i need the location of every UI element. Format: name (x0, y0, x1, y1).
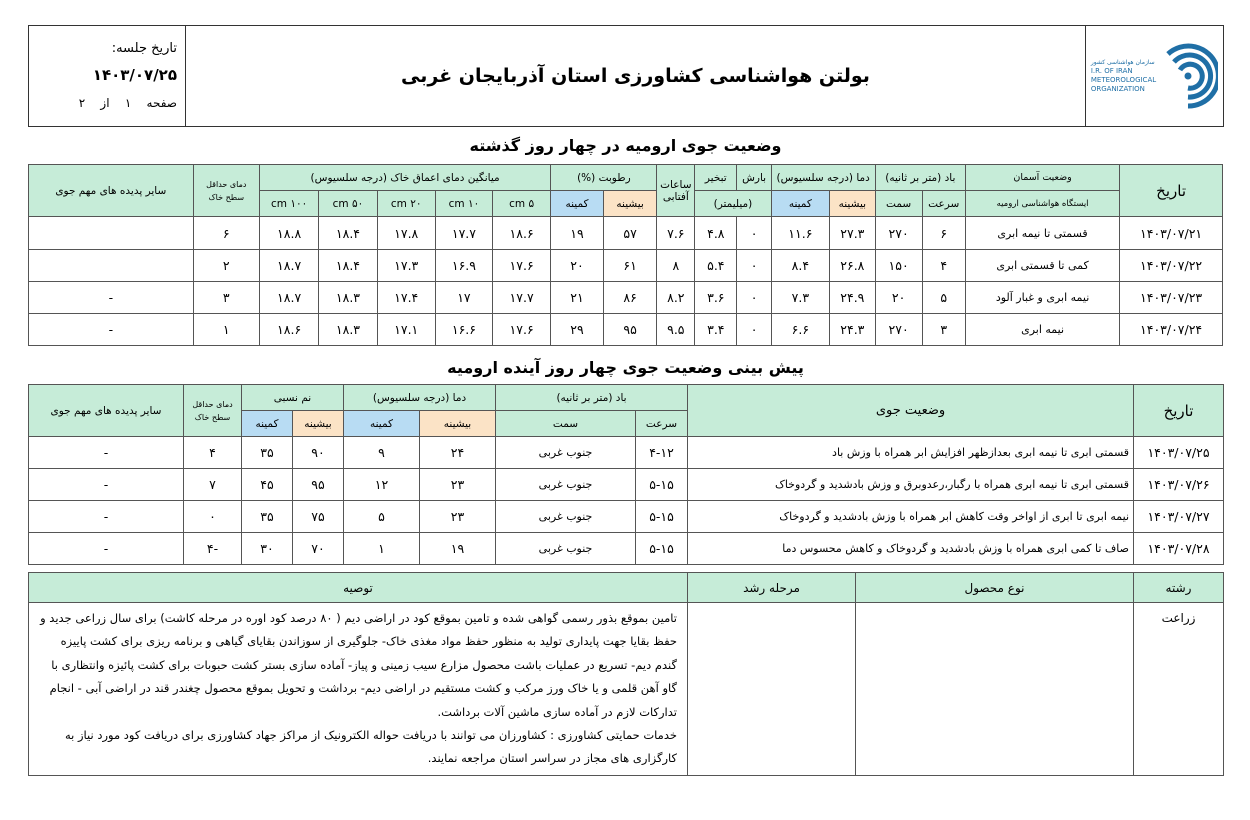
page-of: از (100, 96, 110, 110)
forecast-col-humidity: نم نسبی (242, 385, 344, 411)
advice-text-main: تامین بموقع بذور رسمی گواهی شده و تامین بموقع کود در اراضی دیم ( ۸۰ درصد کود اوره در مرحله کاشت) برای سال زراعی جدید و حفظ بقایا جهت پایداری تولید به منظور حفظ مواد مغذی خاک- جلوگیری از سوزاندن بقایای گیاهی و برنامه ریزی برای کشت پاییزه گندم دیم- تسریع در عملیات باشت محصول مزارع سیب زمینی و پیاز- آماده سازی بستر کشت حبوبات برای کشت پائیزه وانتظاری با گاو آهن قلمی و یا خاک ورز مرکب و کشت مستقیم در اراضی دیم- برداشت و تحویل بموقع محصول چغندر قند در اراضی آبی - انجام تدارکات لازم در آماده سازی ماشین آلات برداشت. (40, 611, 677, 719)
table-row: ۱۴۰۳/۰۷/۲۳ نیمه ابری و غبار آلود ۵ ۲۰ ۲۴.۹ ۷.۳ ۰ ۳.۶ ۸.۲ ۸۶ ۲۱ ۱۷.۷ ۱۷ ۱۷.۴ ۱۸.۳ ۱۸.۷ ۳ - (29, 282, 1223, 314)
forecast-col-temp: دما (درجه سلسیوس) (344, 385, 496, 411)
forecast-col-date: تاریخ (1134, 385, 1224, 437)
past-col-mm: (میلیمتر) (695, 191, 772, 217)
past-col-depth-20: ۲۰ cm (377, 191, 435, 217)
past-col-soil: میانگین دمای اعماق خاک (درجه سلسیوس) (259, 165, 550, 191)
table-row: ۱۴۰۳/۰۷/۲۷ نیمه ابری تا ابری از اواخر وقت کاهش ابر همراه با وزش بادشدید و گردوخاک ۵-۱۵ جنوب غربی ۲۳ ۵ ۷۵ ۳۵ ۰ - (29, 501, 1224, 533)
advice-col-recommendation: توصیه (29, 573, 688, 603)
past-col-other: سایر پدیده های مهم جوی (29, 165, 194, 217)
past-col-sun: ساعات آفتابی (657, 165, 695, 217)
bulletin-title: بولتن هواشناسی کشاورزی استان آذربایجان غربی (186, 26, 1086, 127)
past-col-direction: سمت (875, 191, 922, 217)
header-table (28, 25, 1224, 127)
advice-recommendation (29, 603, 688, 776)
advice-col-product: نوع محصول (856, 573, 1134, 603)
advice-col-branch: رشته (1134, 573, 1224, 603)
logo-text-fa: سازمان هواشناسی کشور (1090, 59, 1155, 66)
table-row: ۱۴۰۳/۰۷/۲۵ قسمتی ابری تا نیمه ابری بعدازظهر افزایش ابر همراه با وزش باد ۴-۱۲ جنوب غربی ۲۴ ۹ ۹۰ ۳۵ ۴ - (29, 437, 1224, 469)
past-col-humidity: رطوبت (%) (551, 165, 657, 191)
advice-text-support: خدمات حمایتی کشاورزی : کشاورزان می توانند با دریافت حواله الکترونیک از مراکز جهاد کشاورزی برای دریافت کود مورد نیاز به کارگزاری های مجاز در سراسر استان مراجعه نمایند. (64, 728, 677, 766)
past-weather-title: وضعیت جوی ارومیه در چهار روز گذشته (469, 136, 782, 155)
forecast-col-tmax: بیشینه (420, 411, 496, 437)
session-date: ۱۴۰۳/۰۷/۲۵ (92, 66, 177, 84)
session-label: تاریخ جلسه: (111, 41, 177, 56)
forecast-col-direction: سمت (496, 411, 636, 437)
session-info (29, 26, 186, 127)
forecast-col-soil-min: دمای حداقل سطح خاک (184, 385, 242, 437)
forecast-col-tmin: کمینه (344, 411, 420, 437)
forecast-col-other: سایر پدیده های مهم جوی (29, 385, 184, 437)
table-row: ۱۴۰۳/۰۷/۲۲ کمی تا قسمتی ابری ۴ ۱۵۰ ۲۶.۸ ۸.۴ ۰ ۵.۴ ۸ ۶۱ ۲۰ ۱۷.۶ ۱۶.۹ ۱۷.۳ ۱۸.۴ ۱۸.۷ ۲ (29, 250, 1223, 282)
table-row: ۱۴۰۳/۰۷/۲۶ قسمتی ابری تا نیمه ابری همراه با رگبار،رعدوبرق و وزش بادشدید و گردوخاک ۵-۱۵ جنوب غربی ۲۳ ۱۲ ۹۵ ۴۵ ۷ - (29, 469, 1224, 501)
forecast-col-speed: سرعت (636, 411, 688, 437)
forecast-col-hmin: کمینه (242, 411, 293, 437)
past-col-depth-100: ۱۰۰ cm (259, 191, 318, 217)
past-col-wind: باد (متر بر ثانیه) (875, 165, 965, 191)
past-col-soil-min: دمای حداقل سطح خاک (193, 165, 259, 217)
forecast-col-wind: باد (متر بر ثانیه) (496, 385, 688, 411)
past-weather-table (28, 164, 1223, 346)
past-col-evap: تبخیر (695, 165, 737, 191)
past-col-station: ایستگاه هواشناسی ارومیه (965, 191, 1119, 217)
past-col-tmax: بیشینه (830, 191, 876, 217)
forecast-col-weather: وضعیت جوی (688, 385, 1134, 437)
page-total: ۲ (78, 96, 86, 110)
past-col-rain: بارش (737, 165, 771, 191)
forecast-col-hmax: بیشینه (293, 411, 344, 437)
advice-product (856, 603, 1134, 776)
table-row: ۱۴۰۳/۰۷/۲۴ نیمه ابری ۳ ۲۷۰ ۲۴.۳ ۶.۶ ۰ ۳.۴ ۹.۵ ۹۵ ۲۹ ۱۷.۶ ۱۶.۶ ۱۷.۱ ۱۸.۳ ۱۸.۶ ۱ - (29, 314, 1223, 346)
past-col-speed: سرعت (922, 191, 965, 217)
logo-spiral-icon (1158, 40, 1218, 112)
page-label: صفحه (146, 96, 177, 110)
past-col-depth-10: ۱۰ cm (435, 191, 492, 217)
past-col-tmin: کمینه (771, 191, 829, 217)
forecast-table (28, 384, 1224, 565)
advice-col-stage: مرحله رشد (688, 573, 856, 603)
past-col-temp: دما (درجه سلسیوس) (771, 165, 875, 191)
past-col-date: تاریخ (1120, 165, 1223, 217)
advice-branch: زراعت (1134, 603, 1224, 776)
logo-text-3: ORGANIZATION (1090, 85, 1145, 93)
past-col-hmin: کمینه (551, 191, 604, 217)
advice-stage (688, 603, 856, 776)
past-col-depth-5: ۵ cm (492, 191, 550, 217)
table-row: ۱۴۰۳/۰۷/۲۱ قسمتی تا نیمه ابری ۶ ۲۷۰ ۲۷.۳ ۱۱.۶ ۰ ۴.۸ ۷.۶ ۵۷ ۱۹ ۱۸.۶ ۱۷.۷ ۱۷.۸ ۱۸.۴ ۱۸.۸ ۶ (29, 217, 1223, 250)
logo-text-2: METEOROLOGICAL (1090, 76, 1157, 84)
logo-text-1: I.R. OF IRAN (1090, 67, 1133, 75)
logo-cell (1086, 26, 1224, 127)
forecast-title: پیش بینی وضعیت جوی چهار روز آینده ارومیه (447, 358, 804, 377)
past-col-sky: وضعیت آسمان (965, 165, 1119, 191)
past-col-depth-50: ۵۰ cm (319, 191, 377, 217)
past-col-hmax: بیشینه (603, 191, 657, 217)
meteorological-organization-logo (1088, 40, 1221, 112)
page-current: ۱ (124, 96, 132, 110)
advice-table (28, 572, 1224, 776)
table-row: ۱۴۰۳/۰۷/۲۸ صاف تا کمی ابری همراه با وزش بادشدید و گردوخاک و کاهش محسوس دما ۵-۱۵ جنوب غربی ۱۹ ۱ ۷۰ ۳۰ -۴ - (29, 533, 1224, 565)
